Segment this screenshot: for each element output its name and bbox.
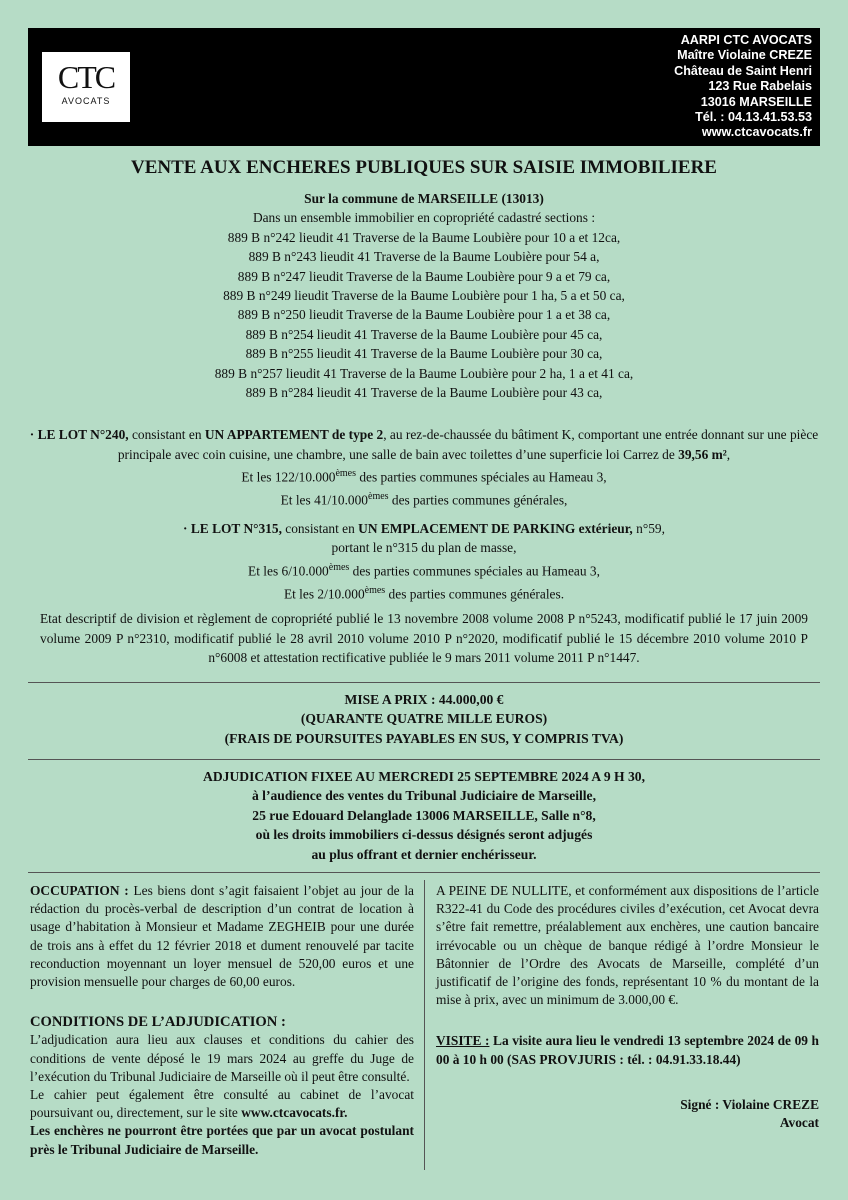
nullite-paragraph: A PEINE DE NULLITE, et conformément aux dispositions de l’article R322-41 du Code des procédures civiles d’exécution, cet Avocat devra s’être fait remettre, préalablement aux enchères, une caution bancaire irrévocable ou un chèque de banque rédigé à l’ordre Monsieur le Bâtonnier de l’Ordre des Avocats de Marseille, complété d’un justificatif de l’origine des fonds, représentant 10 % du montant de la mise à prix, avec un minimum de 3.000,00 €. xyxy=(436,883,819,1008)
parcel-line: 889 B n°250 lieudit Traverse de la Baume Loubière pour 1 a et 38 ca, xyxy=(237,307,611,323)
lot-240-area: 39,56 m² xyxy=(678,446,727,462)
notice-title: VENTE AUX ENCHERES PUBLIQUES SUR SAISIE IMMOBILIERE xyxy=(131,157,717,178)
parcel-line: 889 B n°247 lieudit Traverse de la Baume Loubière pour 9 a et 79 ca, xyxy=(237,268,611,284)
commune-heading: Sur la commune de MARSEILLE (13013) xyxy=(304,191,544,206)
parcel-line: 889 B n°255 lieudit 41 Traverse de la Baume Loubière pour 30 ca, xyxy=(245,346,603,362)
right-column xyxy=(436,882,819,1132)
lot-240-description: · LE LOT N°240, consistant en UN APPARTEMENT de type 2, au rez-de-chaussée du bâtiment K, comportant une entrée donnant sur une pièce principale avec coin cuisine, une chambre, une salle de bain avec toilettes d’une superficie loi Carrez de 39,56 m², xyxy=(29,427,819,462)
visite-label: VISITE : xyxy=(436,1033,490,1049)
lot-315-plan: portant le n°315 du plan de masse, xyxy=(331,540,517,556)
lot-240-share-special: Et les 122/10.000èmes des parties communes spéciales au Hameau 3, xyxy=(241,468,607,485)
mise-a-prix: MISE A PRIX : 44.000,00 € xyxy=(344,692,504,707)
parcel-line: 889 B n°254 lieudit 41 Traverse de la Baume Loubière pour 45 ca, xyxy=(245,326,603,342)
parcel-line: 889 B n°284 lieudit 41 Traverse de la Baume Loubière pour 43 ca, xyxy=(245,385,603,401)
occupation-paragraph: OCCUPATION : Les biens dont s’agit faisaient l’objet au jour de la rédaction du procès-verbal de description d’un contrat de location à usage d’habitation à Monsieur et Madame ZEGHEIB pour une durée de trois ans à effet du 12 février 2018 et dument renouvelé par tacite reconduction moyennant un loyer mensuel de 520,00 euros et une provision mensuelle pour charges de 60,00 euros. xyxy=(30,883,414,990)
commune-block xyxy=(0,189,848,402)
postulant-notice: Les enchères ne pourront être portées que par un avocat postulant près le Tribunal Judiciaire de Marseille. xyxy=(30,1123,414,1157)
firm-contact-block xyxy=(674,33,812,141)
divider xyxy=(28,872,820,873)
lot-315-share-general: Et les 2/10.000èmes des parties communes générales. xyxy=(283,584,565,602)
adjudication-note-2: au plus offrant et dernier enchérisseur. xyxy=(311,846,537,862)
firm-address-1: Château de Saint Henri xyxy=(674,63,812,78)
firm-city: 13016 MARSEILLE xyxy=(700,94,812,109)
ctc-logo xyxy=(42,52,130,122)
firm-lawyer: Maître Violaine CREZE xyxy=(677,48,812,63)
lot-240-share-general: Et les 41/10.000èmes des parties communes générales, xyxy=(280,490,568,508)
lot-315-block xyxy=(0,519,848,604)
lot-240-bullet: · LE LOT N°240, xyxy=(29,427,129,442)
signature-role: Avocat xyxy=(779,1115,819,1131)
cahier-text: Le cahier peut également être consulté au cabinet de l’avocat poursuivant ou, directement, sur le site www.ctcavocats.fr. xyxy=(30,1087,414,1121)
lot-315-share-special: Et les 6/10.000èmes des parties communes spéciales au Hameau 3, xyxy=(248,561,600,579)
visite-paragraph: VISITE : La visite aura lieu le vendredi 13 septembre 2024 de 09 h 00 à 10 h 00 (SAS PROVJURIS : tél. : 04.91.33.18.44) xyxy=(436,1033,819,1067)
firm-website: www.ctcavocats.fr xyxy=(701,125,812,140)
mise-a-prix-fees: (FRAIS DE POURSUITES PAYABLES EN SUS, Y COMPRIS TVA) xyxy=(224,730,624,746)
occupation-label: OCCUPATION : xyxy=(30,883,129,898)
parcel-line: 889 B n°249 lieudit Traverse de la Baume Loubière pour 1 ha, 5 a et 50 ca, xyxy=(223,288,625,304)
lot-315-description: · LE LOT N°315, consistant en UN EMPLACEMENT DE PARKING extérieur, n°59, xyxy=(183,521,665,536)
signature-line: Signé : Violaine CREZE xyxy=(680,1096,819,1112)
adjudication-note: où les droits immobiliers ci-dessus désignés seront adjugés xyxy=(255,827,593,843)
etat-descriptif: Etat descriptif de division et règlement de copropriété publié le 13 novembre 2008 volume 2008 P n°5243, modificatif publié le 17 juin 2009 volume 2009 P n°2310, modificatif publié le 28 avril 2010 volume 2010 P n°2020, modificatif publié le 15 décembre 2010 volume 2010 P n°6008 et attestation rectificative publiée le 9 mars 2011 volume 2011 P n°1447. xyxy=(40,611,808,666)
divider xyxy=(28,682,820,683)
parcel-line: 889 B n°242 lieudit 41 Traverse de la Baume Loubière pour 10 a et 12ca, xyxy=(227,229,621,245)
parcel-line: 889 B n°257 lieudit 41 Traverse de la Baume Loubière pour 2 ha, 1 a et 41 ca, xyxy=(214,365,634,381)
adjudication-address: 25 rue Edouard Delanglade 13006 MARSEILLE, Salle n°8, xyxy=(252,807,596,823)
conditions-heading: CONDITIONS DE L’ADJUDICATION : xyxy=(30,1014,286,1031)
parcel-line: 889 B n°243 lieudit 41 Traverse de la Baume Loubière pour 54 a, xyxy=(248,249,600,265)
firm-address-2: 123 Rue Rabelais xyxy=(708,79,812,94)
left-column xyxy=(30,882,414,1159)
logo-mark: CTC xyxy=(57,59,115,95)
conditions-text: L’adjudication aura lieu aux clauses et conditions du cahier des conditions de vente déposé le 19 mars 2024 au greffe du Juge de l’exécution du Tribunal Judiciaire de Marseille où il peut être consulté. xyxy=(30,1032,414,1084)
divider xyxy=(28,759,820,760)
adjudication-date: ADJUDICATION FIXEE AU MERCREDI 25 SEPTEMBRE 2024 A 9 H 30, xyxy=(203,769,645,784)
commune-intro: Dans un ensemble immobilier en copropriété cadastré sections : xyxy=(252,210,596,226)
firm-name: AARPI CTC AVOCATS xyxy=(680,33,812,47)
firm-phone: Tél. : 04.13.41.53.53 xyxy=(695,110,812,125)
column-divider xyxy=(424,880,425,1170)
website-link: www.ctcavocats.fr. xyxy=(241,1105,348,1121)
logo-subtitle: AVOCATS xyxy=(61,96,111,106)
adjudication-block xyxy=(0,767,848,864)
lot-240-shares xyxy=(0,464,848,510)
adjudication-court: à l’audience des ventes du Tribunal Judiciaire de Marseille, xyxy=(251,788,596,804)
mise-a-prix-words: (QUARANTE QUATRE MILLE EUROS) xyxy=(300,711,548,727)
header-banner xyxy=(28,28,820,146)
mise-a-prix-block xyxy=(0,690,848,748)
lot-240-type: UN APPARTEMENT de type 2 xyxy=(204,427,384,442)
